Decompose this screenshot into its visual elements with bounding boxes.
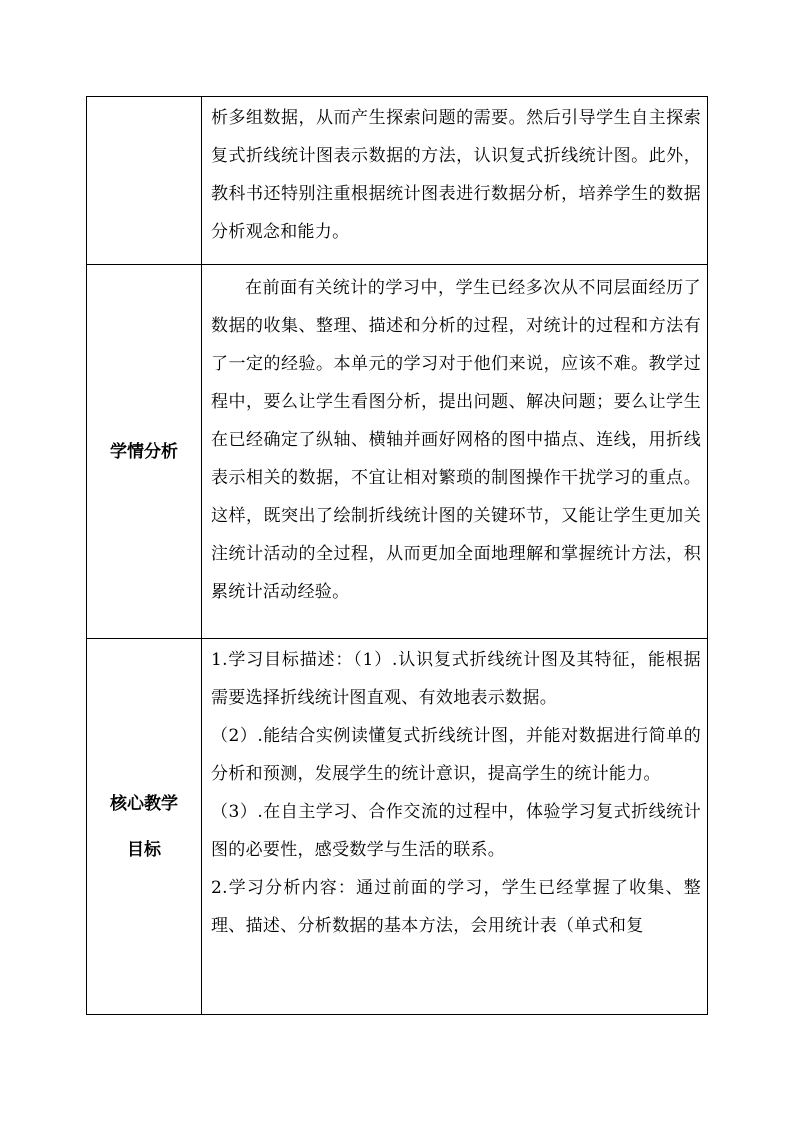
teaching-material-analysis-text [202, 97, 708, 265]
row-label-empty [87, 97, 202, 265]
paragraph: （2）.能结合实例读懂复式折线统计图，并能对数据进行简单的分析和预测，发展学生的统计意识，提高学生的统计能力。 [211, 726, 701, 784]
paragraph: 析多组数据，从而产生探索问题的需要。然后引导学生自主探索复式折线统计图表示数据的方法，认识复式折线统计图。此外，教科书还特别注重根据统计图表进行数据分析，培养学生的数据分析观念和能力。 [211, 108, 701, 242]
table-row [87, 97, 708, 265]
student-analysis-text [202, 265, 708, 639]
table-row [87, 265, 708, 639]
paragraph: 2.学习分析内容：通过前面的学习，学生已经掌握了收集、整理、描述、分析数据的基本方法，会用统计表（单式和复 [211, 878, 701, 936]
table-row [87, 639, 708, 1015]
row-label-student-analysis: 学情分析 [87, 265, 202, 639]
paragraph: （3）.在自主学习、合作交流的过程中，体验学习复式折线统计图的必要性，感受数学与生活的联系。 [211, 802, 701, 860]
paragraph: 在前面有关统计的学习中，学生已经多次从不同层面经历了数据的收集、整理、描述和分析的过程，对统计的过程和方法有了一定的经验。本单元的学习对于他们来说，应该不难。教学过程中，要么让学生看图分析，提出问题、解决问题；要么让学生在已经确定了纵轴、横轴并画好网格的图中描点、连线，用折线表示相关的数据，不宜让相对繁琐的制图操作干扰学习的重点。这样，既突出了绘制折线统计图的关键环节，又能让学生更加关注统计活动的全过程，从而更加全面地理解和掌握统计方法，积累统计活动经验。 [211, 278, 701, 602]
paragraph: 1.学习目标描述：（1）.认识复式折线统计图及其特征，能根据需要选择折线统计图直观、有效地表示数据。 [211, 650, 701, 708]
core-objectives-text [202, 639, 708, 1015]
document-table [86, 96, 708, 1015]
label-line: 目标 [127, 839, 161, 860]
label-line: 核心教学 [110, 793, 178, 814]
row-label-core-objectives [87, 639, 202, 1015]
